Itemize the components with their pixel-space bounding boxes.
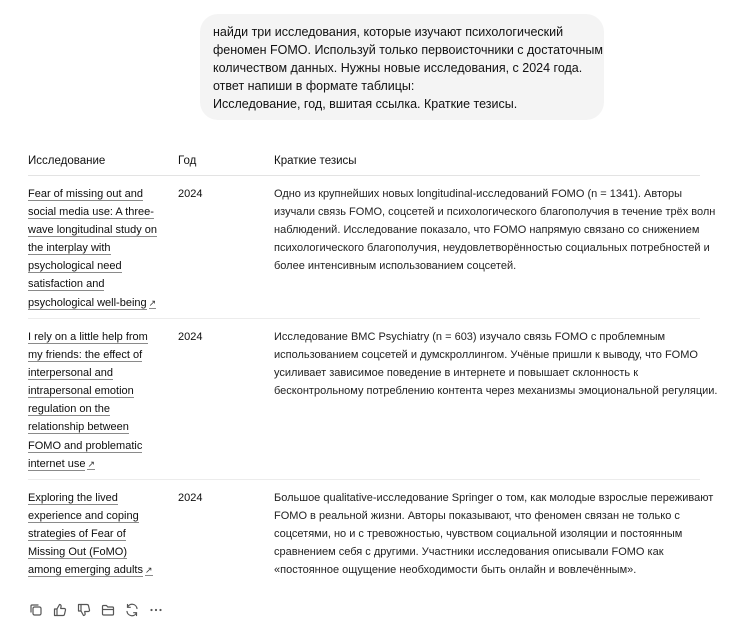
study-link-text[interactable]: social media use: A three- [28, 206, 154, 219]
regenerate-icon[interactable] [124, 602, 140, 618]
study-link-text[interactable]: internet use [28, 457, 86, 470]
user-message-line: Исследование, год, вшитая ссылка. Краткие тезисы. [213, 97, 518, 111]
study-link[interactable] [28, 185, 164, 312]
thumbs-up-icon[interactable] [52, 602, 68, 618]
study-link-line[interactable] [28, 328, 164, 346]
table-row [28, 480, 714, 580]
note-line: наблюдений. Исследование показало, что FOMO напрямую связано со снижением [274, 224, 700, 237]
study-notes [274, 489, 714, 579]
note-line: Одно из крупнейших новых longitudinal-исследований FOMO (n = 1341). Авторы [274, 188, 683, 200]
study-link-text[interactable]: psychological well-being [28, 296, 147, 309]
note-line: «постоянное ощущение необходимости быть онлайн и вовлечённым». [274, 564, 637, 577]
study-link-line[interactable] [28, 346, 164, 364]
note-line: бесконтрольному потреблению контента через механизмы эмоциональной регуляции. [274, 385, 718, 398]
study-link-line[interactable] [28, 185, 164, 203]
study-link-text[interactable]: intrapersonal emotion [28, 385, 134, 398]
study-link-text[interactable]: I rely on a little help from [28, 331, 148, 343]
note-line: психологического благополучия, неудовлетворённостью социальных потребностей и [274, 242, 710, 255]
user-message-line: найди три исследования, которые изучают психологический [213, 25, 564, 39]
study-link-text[interactable]: among emerging adults [28, 564, 143, 577]
table-header [28, 148, 700, 176]
study-link-text[interactable]: experience and coping [28, 510, 139, 523]
share-icon[interactable] [100, 602, 116, 618]
study-link-line[interactable] [28, 203, 164, 221]
study-link-text[interactable]: strategies of Fear of [28, 528, 126, 541]
study-link-text[interactable]: satisfaction and [28, 278, 105, 291]
study-link-line[interactable] [28, 221, 164, 239]
study-link-line[interactable] [28, 418, 164, 436]
note-line: изучали связь FOMO, соцсетей и психологического благополучия в течение трёх волн [274, 206, 716, 219]
study-link-text[interactable]: regulation on the [28, 403, 110, 416]
study-link-line[interactable] [28, 507, 164, 525]
user-message-line: ответ напиши в формате таблицы: [213, 79, 415, 93]
study-link[interactable] [28, 489, 164, 579]
study-link-line[interactable] [28, 364, 164, 382]
study-link-text[interactable]: Exploring the lived [28, 492, 118, 504]
study-notes [274, 328, 718, 400]
note-line: Большое qualitative-исследование Springer о том, как молодые взрослые переживают [274, 492, 714, 504]
study-notes [274, 185, 716, 275]
study-link-line[interactable] [28, 275, 164, 293]
user-message-line: количеством данных. Нужны новые исследования, с 2024 года. [213, 61, 583, 75]
study-link-line[interactable] [28, 455, 164, 473]
note-line: Исследование BMC Psychiatry (n = 603) изучало связь FOMO с проблемным [274, 331, 666, 343]
header-study: Исследование [28, 155, 106, 167]
study-year: 2024 [178, 492, 203, 504]
study-link-line[interactable] [28, 525, 164, 543]
study-link-line[interactable] [28, 294, 164, 312]
more-icon[interactable] [148, 602, 164, 618]
thumbs-down-icon[interactable] [76, 602, 92, 618]
study-link-text[interactable]: relationship between [28, 421, 129, 434]
note-line: более интенсивным использованием соцсетей. [274, 260, 517, 273]
external-link-arrow-icon[interactable]: ↗ [144, 565, 153, 576]
note-line: FOMO в реальной жизни. Авторы показывают, что феномен связан не только с [274, 510, 680, 523]
study-link-text[interactable]: wave longitudinal study on [28, 224, 158, 237]
table-row [28, 319, 718, 480]
study-link-text[interactable]: the interplay with [28, 242, 111, 255]
note-line: усиливает зависимое поведение в интернете и повышает склонность к [274, 367, 639, 380]
note-line: сравнением себя с другими. Участники исследования описывали FOMO как [274, 546, 664, 559]
study-year: 2024 [178, 331, 203, 343]
study-link-text[interactable]: psychological need [28, 260, 122, 273]
user-message-line: феномен FOMO. Используй только первоисточники с достаточным [213, 43, 604, 57]
external-link-arrow-icon[interactable]: ↗ [87, 458, 96, 469]
study-link-line[interactable] [28, 400, 164, 418]
study-link-line[interactable] [28, 382, 164, 400]
study-link-line[interactable] [28, 489, 164, 507]
study-link-text[interactable]: Fear of missing out and [28, 188, 143, 200]
study-link-line[interactable] [28, 257, 164, 275]
note-line: использованием соцсетей и думскроллингом. Учёные пришли к выводу, что FOMO [274, 349, 698, 362]
study-link-text[interactable]: FOMO and problematic [28, 439, 143, 452]
study-link-text[interactable]: Missing Out (FoMO) [28, 546, 128, 559]
user-message-bubble [200, 14, 604, 120]
study-link[interactable] [28, 328, 164, 473]
study-link-line[interactable] [28, 543, 164, 561]
study-link-text[interactable]: interpersonal and [28, 367, 114, 380]
study-link-line[interactable] [28, 561, 164, 579]
table-row [28, 176, 716, 319]
note-line: соцсетями, но и с тревожностью, чувством социальной изоляции и постоянным [274, 528, 683, 541]
external-link-arrow-icon[interactable]: ↗ [148, 297, 157, 308]
studies-table [28, 148, 718, 580]
copy-icon[interactable] [28, 602, 44, 618]
study-year: 2024 [178, 188, 203, 200]
header-year: Год [178, 155, 197, 167]
study-link-text[interactable]: my friends: the effect of [28, 349, 143, 362]
header-notes: Краткие тезисы [274, 155, 357, 167]
study-link-line[interactable] [28, 239, 164, 257]
study-link-line[interactable] [28, 437, 164, 455]
